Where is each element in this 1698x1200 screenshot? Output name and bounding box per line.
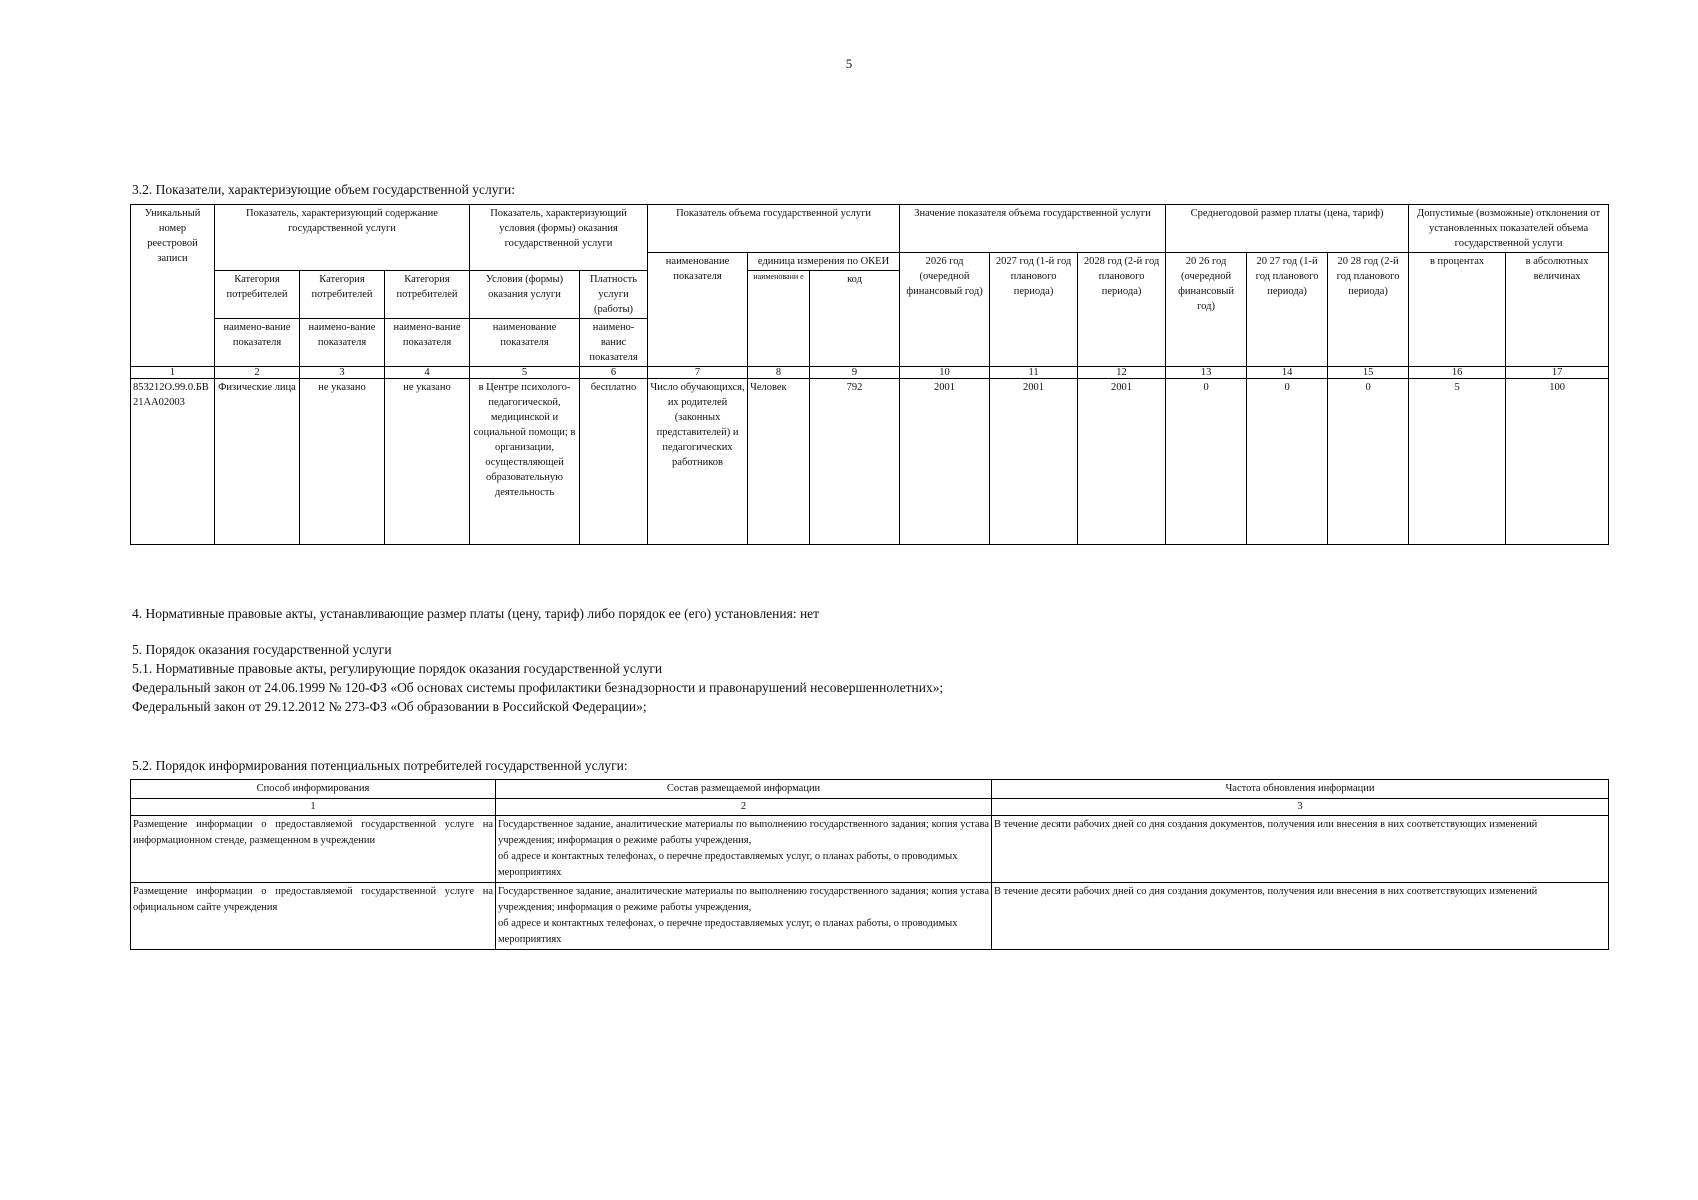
category-2-cell: не указано <box>300 379 385 545</box>
header-update-frequency: Частота обновления информации <box>992 780 1609 799</box>
header-category-2: Категория потребителей <box>300 271 385 319</box>
col-number: 16 <box>1409 367 1506 379</box>
col-number: 6 <box>580 367 648 379</box>
col-number: 15 <box>1328 367 1409 379</box>
header-price-2026: 20 26 год (очередной финансовый год) <box>1166 253 1247 367</box>
info-content-part-a: Государственное задание, аналитические материалы по выполнению государственного задания; копия устава учреждения; информация о режиме работы учреждения, <box>498 886 989 913</box>
col-number: 7 <box>648 367 748 379</box>
section-5-1-title: 5.1. Нормативные правовые акты, регулирующие порядок оказания государственной услуги <box>132 661 663 676</box>
section-3-2-title: 3.2. Показатели, характеризующие объем государственной услуги: <box>132 182 515 197</box>
law-273-fz: Федеральный закон от 29.12.2012 № 273-ФЗ «Об образовании в Российской Федерации»; <box>132 699 647 714</box>
col-number: 2 <box>496 799 992 816</box>
method-cell: Размещение информации о предоставляемой государственной услуге на официальном сайте учреждения <box>131 883 496 950</box>
column-number-row <box>131 367 1609 379</box>
header-method: Способ информирования <box>131 780 496 799</box>
col-number: 8 <box>748 367 810 379</box>
value-2026-cell: 2001 <box>900 379 990 545</box>
col-number: 9 <box>810 367 900 379</box>
col-number: 17 <box>1506 367 1609 379</box>
section-4-text: 4. Нормативные правовые акты, устанавливающие размер платы (цену, тариф) либо порядок ее (его) установления: нет <box>132 606 820 621</box>
header-allowed-deviation: Допустимые (возможные) отклонения от установленных показателей объема государственной услуги <box>1409 205 1609 253</box>
col-number: 14 <box>1247 367 1328 379</box>
conditions-cell: в Центре психолого-педагогической, медицинской и социальной помощи; в организации, осуществляющей образовательную деятельность <box>470 379 580 545</box>
deviation-percent-cell: 5 <box>1409 379 1506 545</box>
subheader-name-1: наимено-вание показателя <box>215 319 300 367</box>
price-2028-cell: 0 <box>1328 379 1409 545</box>
frequency-cell: В течение десяти рабочих дней со дня создания документов, получения или внесения в них соответствующих изменений <box>992 883 1609 950</box>
header-value-2028: 2028 год (2-й год планового периода) <box>1078 253 1166 367</box>
column-number-row <box>131 799 1609 816</box>
info-content-cell <box>496 816 992 883</box>
category-1-cell: Физические лица <box>215 379 300 545</box>
page-number: 5 <box>845 56 853 71</box>
col-number: 3 <box>300 367 385 379</box>
info-content-part-a: Государственное задание, аналитические материалы по выполнению государственного задания; копия устава учреждения; информация о режиме работы учреждения, <box>498 819 989 846</box>
header-price-2027: 20 27 год (1-й год планового периода) <box>1247 253 1328 367</box>
info-content-part-b: об адресе и контактных телефонах, о перечне предоставляемых услуг, о планах работы, о проводимых мероприятиях <box>498 851 958 878</box>
header-price-2028: 20 28 год (2-й год планового периода) <box>1328 253 1409 367</box>
indicator-name-cell: Число обучающихся, их родителей (законных представителей) и педагогических работников <box>648 379 748 545</box>
section-5-2-title: 5.2. Порядок информирования потенциальных потребителей государственной услуги: <box>132 758 628 773</box>
paid-cell: бесплатно <box>580 379 648 545</box>
col-number: 11 <box>990 367 1078 379</box>
header-conditions-form: Условия (формы) оказания услуги <box>470 271 580 319</box>
col-number: 4 <box>385 367 470 379</box>
header-average-price: Среднегодовой размер платы (цена, тариф) <box>1166 205 1409 253</box>
unit-code-cell: 792 <box>810 379 900 545</box>
informing-table <box>130 779 1609 950</box>
unique-number-cell: 853212О.99.0.БВ21АА02003 <box>131 379 215 545</box>
law-120-fz: Федеральный закон от 24.06.1999 № 120-ФЗ «Об основах системы профилактики безнадзорности и правонарушений несовершеннолетних»; <box>132 680 944 695</box>
header-unit-okei: единица измерения по ОКЕИ <box>748 253 900 271</box>
deviation-absolute-cell: 100 <box>1506 379 1609 545</box>
header-conditions-indicator: Показатель, характеризующий условия (формы) оказания государственной услуги <box>470 205 648 271</box>
subheader-name-2: наимено-вание показателя <box>300 319 385 367</box>
header-unit-name: наименовани е <box>748 271 810 367</box>
header-category-3: Категория потребителей <box>385 271 470 319</box>
info-content-cell <box>496 883 992 950</box>
value-2028-cell: 2001 <box>1078 379 1166 545</box>
unit-name-cell: Человек <box>748 379 810 545</box>
header-volume-value: Значение показателя объема государственной услуги <box>900 205 1166 253</box>
header-volume-indicator: Показатель объема государственной услуги <box>648 205 900 253</box>
subheader-name-5: наимено-ванис показателя <box>580 319 648 367</box>
header-deviation-absolute: в абсолютных величинах <box>1506 253 1609 367</box>
method-cell: Размещение информации о предоставляемой государственной услуге на информационном стенде, размещенном в учреждении <box>131 816 496 883</box>
header-deviation-percent: в процентах <box>1409 253 1506 367</box>
price-2026-cell: 0 <box>1166 379 1247 545</box>
header-info-content: Состав размещаемой информации <box>496 780 992 799</box>
table-row <box>131 816 1609 883</box>
col-number: 3 <box>992 799 1609 816</box>
header-unique-number: Уникальный номер реестровой записи <box>131 205 215 367</box>
subheader-name-4: наименование показателя <box>470 319 580 367</box>
table-row <box>131 883 1609 950</box>
info-content-part-b: об адресе и контактных телефонах, о перечне предоставляемых услуг, о планах работы, о проводимых мероприятиях <box>498 918 958 945</box>
subheader-name-3: наимено-вание показателя <box>385 319 470 367</box>
col-number: 12 <box>1078 367 1166 379</box>
category-3-cell: не указано <box>385 379 470 545</box>
col-number: 5 <box>470 367 580 379</box>
table-row <box>131 379 1609 545</box>
price-2027-cell: 0 <box>1247 379 1328 545</box>
col-number: 13 <box>1166 367 1247 379</box>
header-indicator-name: наименование показателя <box>648 253 748 367</box>
section-5-title: 5. Порядок оказания государственной услуги <box>132 642 392 657</box>
header-category-1: Категория потребителей <box>215 271 300 319</box>
header-content-indicator: Показатель, характеризующий содержание государственной услуги <box>215 205 470 271</box>
header-paid: Платность услуги (работы) <box>580 271 648 319</box>
col-number: 1 <box>131 799 496 816</box>
volume-indicators-table <box>130 204 1609 545</box>
header-value-2027: 2027 год (1-й год планового периода) <box>990 253 1078 367</box>
value-2027-cell: 2001 <box>990 379 1078 545</box>
frequency-cell: В течение десяти рабочих дней со дня создания документов, получения или внесения в них соответствующих изменений <box>992 816 1609 883</box>
header-value-2026: 2026 год (очередной финансовый год) <box>900 253 990 367</box>
col-number: 1 <box>131 367 215 379</box>
col-number: 2 <box>215 367 300 379</box>
col-number: 10 <box>900 367 990 379</box>
header-unit-code: код <box>810 271 900 367</box>
